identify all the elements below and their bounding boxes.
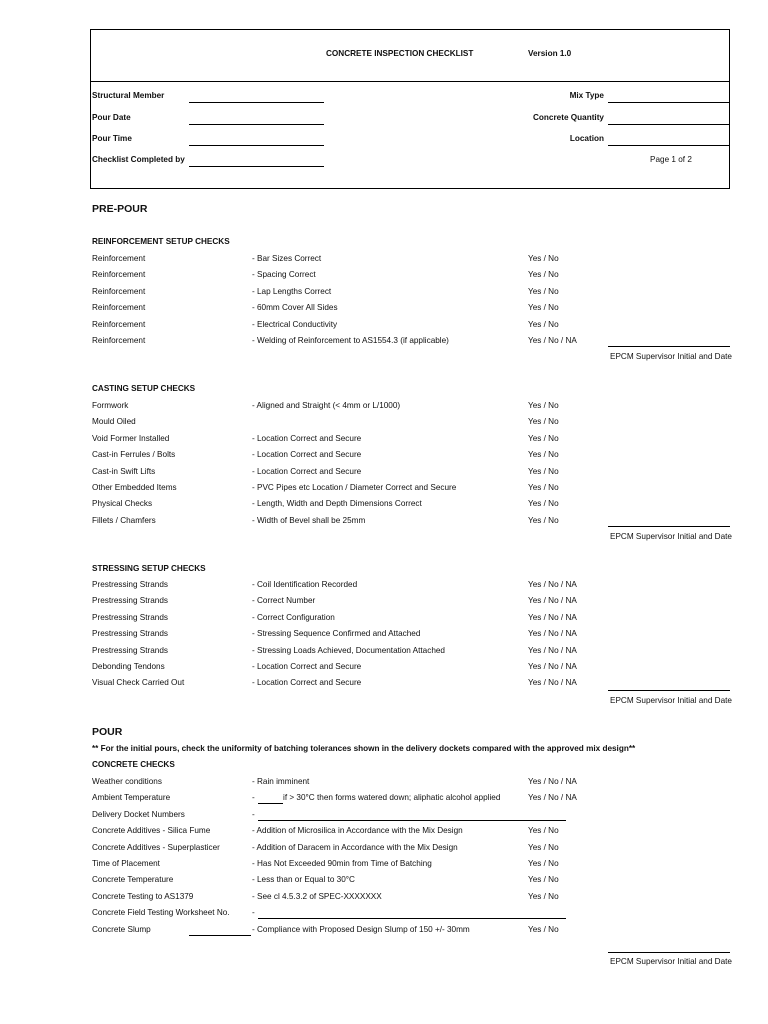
check-result-yes-no: Yes / No (528, 891, 559, 901)
check-result-yes-no: Yes / No / NA (528, 629, 577, 639)
check-item: Reinforcement (92, 270, 146, 280)
check-item: Time of Placement (92, 859, 160, 868)
check-result-yes-no: Yes / No / NA (528, 580, 577, 589)
check-result-yes-no: Yes / No / NA (528, 612, 577, 622)
supervisor-label: EPCM Supervisor Initial and Date (610, 532, 732, 541)
check-criterion: - Stressing Sequence Confirmed and Attached (252, 629, 421, 639)
check-result-yes-no: Yes / No (528, 842, 559, 852)
check-criterion: - Addition of Daracem in Accordance with the Mix Design (252, 842, 458, 852)
check-item: Cast-in Swift Lifts (92, 466, 156, 476)
check-item: Reinforcement (92, 254, 146, 263)
check-result-yes-no: Yes / No (528, 319, 559, 329)
check-item: Physical Checks (92, 499, 153, 509)
check-result-yes-no: Yes / No / NA (528, 662, 577, 671)
check-item: Concrete Field Testing Worksheet No. (92, 908, 230, 918)
check-criterion: - Addition of Microsilica in Accordance with the Mix Design (252, 826, 463, 836)
check-item: Prestressing Strands (92, 645, 168, 655)
casting-heading: CASTING SETUP CHECKS (92, 384, 196, 393)
check-criterion: - Rain imminent (252, 777, 310, 786)
ambient-temp-field[interactable] (258, 803, 283, 804)
concrete-quantity-label: Concrete Quantity (533, 113, 604, 122)
mix-type-field[interactable] (608, 102, 730, 103)
check-item: Cast-in Ferrules / Bolts (92, 450, 176, 460)
check-item: Debonding Tendons (92, 662, 165, 671)
check-criterion: - Location Correct and Secure (252, 466, 362, 476)
check-criterion: - Correct Configuration (252, 612, 335, 622)
check-result-yes-no: Yes / No (528, 303, 559, 313)
check-result-yes-no: Yes / No (528, 270, 559, 280)
concrete-checks-heading: CONCRETE CHECKS (92, 760, 175, 769)
supervisor-label: EPCM Supervisor Initial and Date (610, 352, 732, 361)
check-result-yes-no: Yes / No (528, 483, 559, 492)
check-criterion: - Lap Lengths Correct (252, 286, 332, 296)
structural-member-label: Structural Member (92, 91, 165, 100)
check-item: Visual Check Carried Out (92, 678, 185, 688)
check-item: Fillets / Chamfers (92, 515, 156, 525)
check-criterion: - (252, 809, 255, 819)
check-item: Reinforcement (92, 303, 146, 313)
check-item: Concrete Slump (92, 924, 151, 934)
pour-date-label: Pour Date (92, 113, 131, 122)
pour-heading: POUR (92, 726, 123, 738)
check-criterion: - Correct Number (252, 596, 316, 606)
check-criterion: - Location Correct and Secure (252, 433, 362, 443)
check-result-yes-no: Yes / No (528, 254, 559, 263)
pour-time-field[interactable] (189, 145, 324, 146)
check-result-yes-no: Yes / No / NA (528, 596, 577, 606)
concrete-slump-field[interactable] (189, 935, 251, 936)
check-item: Prestressing Strands (92, 596, 168, 606)
pour-note: ** For the initial pours, check the uniformity of batching tolerances shown in the delivery dockets compared with the approved mix design** (92, 744, 636, 753)
check-result-yes-no: Yes / No (528, 417, 559, 427)
delivery-docket-field[interactable] (258, 820, 566, 821)
check-item: Reinforcement (92, 336, 146, 345)
reinforcement-heading: REINFORCEMENT SETUP CHECKS (92, 237, 230, 246)
version-label: Version 1.0 (528, 49, 572, 58)
check-result-yes-no: Yes / No / NA (528, 336, 577, 345)
check-result-yes-no: Yes / No (528, 859, 559, 868)
check-item: Delivery Docket Numbers (92, 809, 185, 819)
check-item: Void Former Installed (92, 433, 170, 443)
check-criterion: - Electrical Conductivity (252, 319, 338, 329)
mix-type-label: Mix Type (569, 91, 604, 100)
location-field[interactable] (608, 145, 730, 146)
completed-by-field[interactable] (189, 166, 324, 167)
check-criterion: - Less than or Equal to 30°C (252, 875, 355, 885)
check-item: Reinforcement (92, 286, 146, 296)
check-criterion: - Coil Identification Recorded (252, 580, 358, 589)
header-divider (90, 81, 730, 82)
completed-by-label: Checklist Completed by (92, 155, 185, 164)
document-title: CONCRETE INSPECTION CHECKLIST (326, 49, 474, 58)
check-criterion: - Stressing Loads Achieved, Documentation Attached (252, 645, 445, 655)
check-result-yes-no: Yes / No / NA (528, 645, 577, 655)
check-item: Ambient Temperature (92, 793, 171, 803)
check-item: Concrete Additives - Superplasticer (92, 842, 220, 852)
check-result-yes-no: Yes / No (528, 499, 559, 509)
supervisor-label: EPCM Supervisor Initial and Date (610, 957, 732, 966)
check-criterion: - Bar Sizes Correct (252, 254, 322, 263)
check-criterion: if > 30°C then forms watered down; aliphatic alcohol applied (283, 793, 501, 803)
check-result-yes-no: Yes / No (528, 826, 559, 836)
check-criterion: - Welding of Reinforcement to AS1554.3 (if applicable) (252, 336, 449, 345)
supervisor-label: EPCM Supervisor Initial and Date (610, 696, 732, 705)
check-result-yes-no: Yes / No (528, 450, 559, 460)
check-criterion: - PVC Pipes etc Location / Diameter Correct and Secure (252, 483, 457, 492)
check-criterion: - Location Correct and Secure (252, 678, 362, 688)
check-criterion: - Length, Width and Depth Dimensions Correct (252, 499, 422, 509)
check-result-yes-no: Yes / No (528, 875, 559, 885)
check-item: Weather conditions (92, 777, 162, 786)
check-criterion: - See cl 4.5.3.2 of SPEC-XXXXXXX (252, 891, 382, 901)
check-item: Other Embedded Items (92, 483, 177, 492)
check-item: Prestressing Strands (92, 629, 168, 639)
check-result-yes-no: Yes / No (528, 286, 559, 296)
check-result-yes-no: Yes / No (528, 924, 559, 934)
check-result-yes-no: Yes / No (528, 433, 559, 443)
check-criterion: - 60mm Cover All Sides (252, 303, 338, 313)
check-item: Formwork (92, 401, 129, 410)
check-criterion: - Compliance with Proposed Design Slump of 150 +/- 30mm (252, 924, 470, 934)
check-criterion: - Location Correct and Secure (252, 662, 362, 671)
check-criterion: - Location Correct and Secure (252, 450, 362, 460)
check-item: Mould Oiled (92, 417, 136, 427)
check-result-yes-no: Yes / No / NA (528, 793, 577, 803)
ambient-temp-dash: - (252, 793, 255, 803)
check-item: Concrete Testing to AS1379 (92, 891, 194, 901)
field-testing-worksheet-field[interactable] (258, 918, 566, 919)
supervisor-sign-line[interactable] (608, 690, 730, 691)
check-criterion: - Has Not Exceeded 90min from Time of Batching (252, 859, 432, 868)
check-result-yes-no: Yes / No (528, 466, 559, 476)
check-item: Reinforcement (92, 319, 146, 329)
check-item: Prestressing Strands (92, 612, 168, 622)
supervisor-sign-line[interactable] (608, 526, 730, 527)
supervisor-sign-line[interactable] (608, 346, 730, 347)
check-result-yes-no: Yes / No (528, 401, 559, 410)
concrete-quantity-field[interactable] (608, 124, 730, 125)
stressing-heading: STRESSING SETUP CHECKS (92, 564, 206, 573)
check-result-yes-no: Yes / No / NA (528, 777, 577, 786)
structural-member-field[interactable] (189, 102, 324, 103)
check-criterion: - Spacing Correct (252, 270, 316, 280)
check-item: Concrete Temperature (92, 875, 174, 885)
check-result-yes-no: Yes / No (528, 515, 559, 525)
check-item: Prestressing Strands (92, 580, 168, 589)
supervisor-sign-line[interactable] (608, 952, 730, 953)
pour-time-label: Pour Time (92, 134, 132, 143)
check-result-yes-no: Yes / No / NA (528, 678, 577, 688)
page-number: Page 1 of 2 (650, 155, 692, 164)
check-criterion: - Width of Bevel shall be 25mm (252, 515, 366, 525)
location-label: Location (569, 134, 604, 143)
check-item: Concrete Additives - Silica Fume (92, 826, 211, 836)
check-criterion: - Aligned and Straight (< 4mm or L/1000) (252, 401, 401, 410)
pour-date-field[interactable] (189, 124, 324, 125)
check-criterion: - (252, 908, 255, 918)
prepour-heading: PRE-POUR (92, 203, 148, 215)
